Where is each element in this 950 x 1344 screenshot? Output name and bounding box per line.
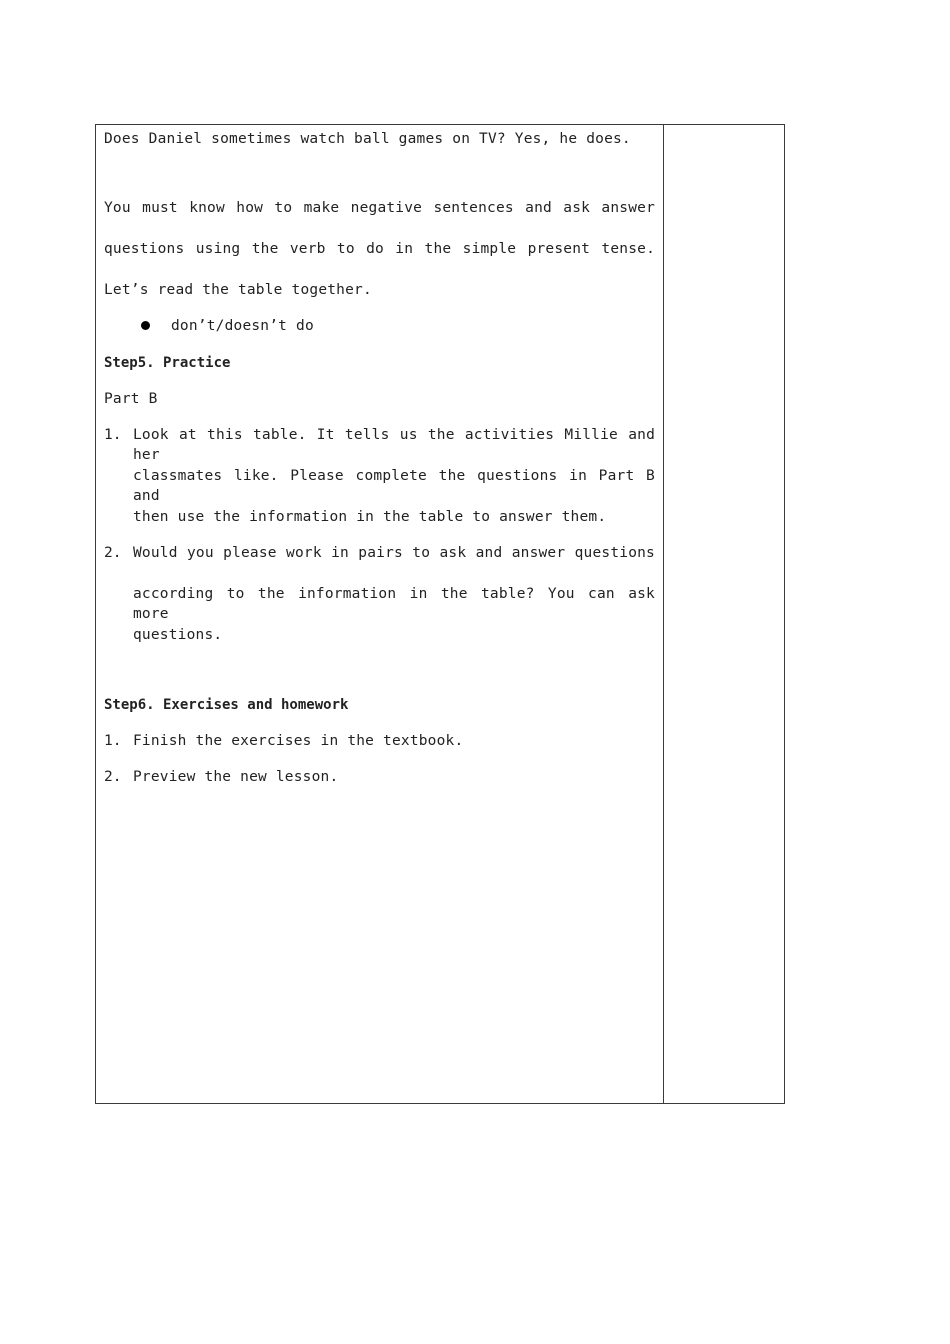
bullet-text: don’t/doesn’t do	[171, 318, 314, 334]
notes-cell	[664, 125, 784, 1103]
part-b-label: Part B	[104, 391, 158, 407]
homework-item-2: Preview the new lesson.	[133, 769, 339, 785]
practice-item-1-line-2: classmates like. Please complete the questions in Part B and	[133, 468, 655, 504]
list-number: 1.	[104, 427, 122, 443]
homework-item-1: Finish the exercises in the textbook.	[133, 733, 464, 749]
list-number: 2.	[104, 769, 122, 785]
practice-item-2-line-2: according to the information in the table? You can ask more	[133, 586, 655, 622]
practice-item-2-line-3: questions.	[133, 627, 223, 643]
lesson-table	[95, 124, 785, 1104]
list-number: 1.	[104, 733, 122, 749]
read-table-line: Let’s read the table together.	[104, 282, 372, 298]
practice-item-2-line-1: Would you please work in pairs to ask and answer questions	[133, 545, 655, 561]
practice-item-1-line-3: then use the information in the table to answer them.	[133, 509, 607, 525]
step6-heading: Step6. Exercises and homework	[104, 697, 349, 713]
must-know-line-1: You must know how to make negative sentences and ask answer	[104, 200, 655, 216]
must-know-line-2: questions using the verb to do in the simple present tense.	[104, 241, 655, 257]
practice-item-1-line-1: Look at this table. It tells us the activities Millie and her	[133, 427, 655, 463]
bullet-icon	[141, 321, 150, 330]
daniel-example-line: Does Daniel sometimes watch ball games on TV? Yes, he does.	[104, 131, 631, 147]
list-number: 2.	[104, 545, 122, 561]
step5-heading: Step5. Practice	[104, 355, 231, 371]
